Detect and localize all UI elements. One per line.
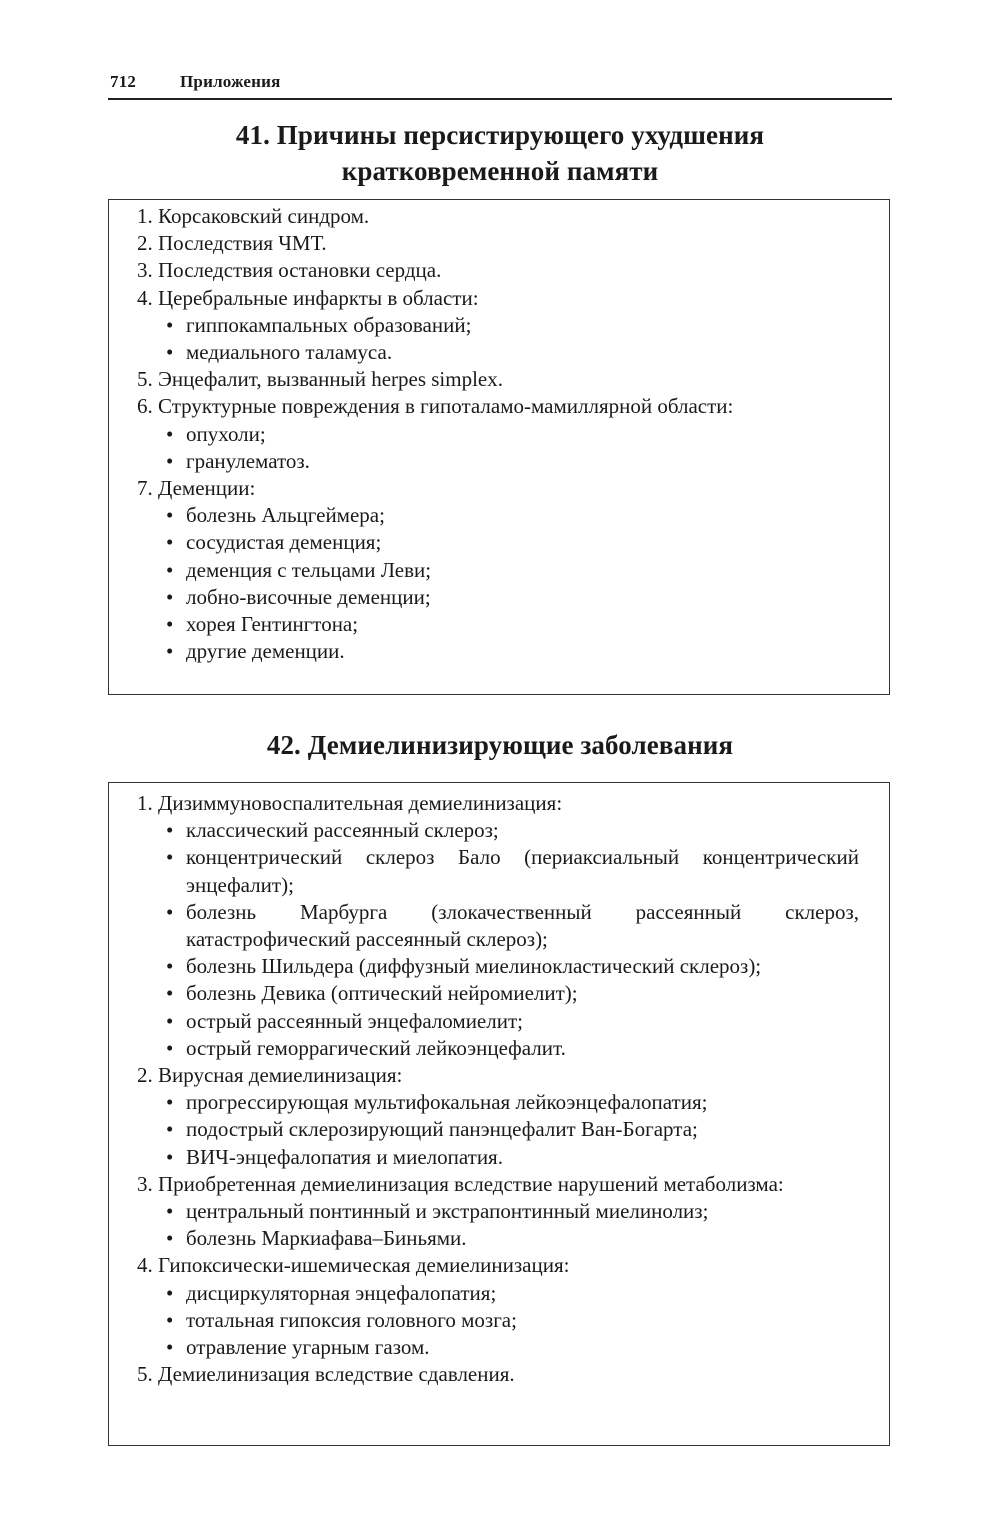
sub-list-item: • острый рассеянный энцефаломиелит; xyxy=(137,1008,859,1035)
sub-list-item: • центральный понтинный и экстрапонтинный миелинолиз; xyxy=(137,1198,859,1225)
page-number: 712 xyxy=(110,72,137,91)
sub-list-item: • медиального таламуса. xyxy=(137,339,859,366)
list-item: 7. Деменции: xyxy=(137,476,256,501)
bullet-icon: • xyxy=(166,954,174,979)
bullet-icon: • xyxy=(166,503,174,528)
sub-list-item: • дисциркуляторная энцефалопатия; xyxy=(137,1280,859,1307)
bullet-icon: • xyxy=(166,639,174,664)
section-42-title-line1: 42. Демиелинизирующие заболевания xyxy=(266,730,734,760)
sub-list-item: • болезнь Шильдера (диффузный миелинокластический склероз); xyxy=(137,953,859,980)
bullet-icon: • xyxy=(166,981,174,1006)
list-item: 5. Демиелинизация вследствие сдавления. xyxy=(137,1362,515,1387)
list-item: 5. Энцефалит, вызванный herpes simplex. xyxy=(137,367,504,392)
header-rule xyxy=(108,98,892,100)
sub-list-item: • опухоли; xyxy=(137,421,859,448)
list-item: 6. Структурные повреждения в гипоталамо-мамиллярной области: xyxy=(137,394,734,419)
bullet-icon: • xyxy=(166,1335,174,1360)
section-41-box xyxy=(108,199,890,695)
sub-list-item: • сосудистая деменция; xyxy=(137,529,859,556)
list-item: 2. Последствия ЧМТ. xyxy=(137,231,327,256)
sub-list-item: • хорея Гентингтона; xyxy=(137,611,859,638)
sub-list-item: • классический рассеянный склероз; xyxy=(137,817,859,844)
list-item: 4. Гипоксически-ишемическая демиелинизация: xyxy=(137,1253,570,1278)
section-41-title-line1: 41. Причины персистирующего ухудшения xyxy=(235,120,765,150)
sub-list-item: • концентрический склероз Бало (периаксиальный концентрический энцефалит); xyxy=(166,845,859,897)
sub-list-item: • ВИЧ-энцефалопатия и миелопатия. xyxy=(137,1144,859,1171)
sub-list-item: • прогрессирующая мультифокальная лейкоэнцефалопатия; xyxy=(137,1089,859,1116)
bullet-icon: • xyxy=(166,1090,174,1115)
page-header xyxy=(108,70,892,98)
list-item: 4. Церебральные инфаркты в области: xyxy=(137,285,479,310)
bullet-icon: • xyxy=(166,818,174,843)
sub-list-item: • гиппокампальных образований; xyxy=(137,312,859,339)
list-item: 1. Корсаковский синдром. xyxy=(137,204,370,228)
bullet-icon: • xyxy=(166,1144,174,1169)
sub-list-item: • другие деменции. xyxy=(137,638,859,665)
bullet-icon: • xyxy=(166,845,174,870)
section-42-list xyxy=(137,790,859,1388)
section-42-title xyxy=(108,727,892,763)
sub-list-item: • болезнь Марбурга (злокачественный рассеянный склероз, катастрофический рассеянный склероз); xyxy=(166,899,859,952)
bullet-icon: • xyxy=(166,584,174,609)
sub-list-item: • болезнь Девика (оптический нейромиелит); xyxy=(137,980,859,1007)
sub-list-item: • лобно-височные деменции; xyxy=(137,584,859,611)
bullet-icon: • xyxy=(166,340,174,365)
bullet-icon: • xyxy=(166,530,174,555)
bullet-icon: • xyxy=(166,557,174,582)
bullet-icon: • xyxy=(166,421,174,446)
list-item: 3. Приобретенная демиелинизация вследствие нарушений метаболизма: xyxy=(137,1171,784,1196)
sub-list-item: • деменция с тельцами Леви; xyxy=(137,557,859,584)
bullet-icon: • xyxy=(166,899,174,924)
bullet-icon: • xyxy=(166,1035,174,1060)
bullet-icon: • xyxy=(166,1199,174,1224)
bullet-icon: • xyxy=(166,1280,174,1305)
sub-list-item: • отравление угарным газом. xyxy=(137,1334,859,1361)
bullet-icon: • xyxy=(166,1307,174,1332)
bullet-icon: • xyxy=(166,312,174,337)
sub-list-item: • гранулематоз. xyxy=(137,448,859,475)
list-item: 3. Последствия остановки сердца. xyxy=(137,258,442,283)
section-41-list xyxy=(137,203,859,665)
running-title: Приложения xyxy=(180,72,281,91)
bullet-icon: • xyxy=(166,1008,174,1033)
sub-list-item: • болезнь Альцгеймера; xyxy=(137,502,859,529)
section-42-box xyxy=(108,782,890,1446)
section-41-title-line2: кратковременной памяти xyxy=(341,156,659,186)
list-item: 2. Вирусная демиелинизация: xyxy=(137,1063,403,1088)
bullet-icon: • xyxy=(166,1117,174,1142)
sub-list-item: • болезнь Маркиафава–Биньями. xyxy=(137,1225,859,1252)
sub-list-item: • острый геморрагический лейкоэнцефалит. xyxy=(137,1035,859,1062)
list-item: 1. Дизиммуновоспалительная демиелинизация: xyxy=(137,791,563,815)
section-41-title xyxy=(108,117,892,189)
bullet-icon: • xyxy=(166,448,174,473)
bullet-icon: • xyxy=(166,1226,174,1251)
bullet-icon: • xyxy=(166,612,174,637)
sub-list-item: • подострый склерозирующий панэнцефалит Ван-Богарта; xyxy=(137,1116,859,1143)
sub-list-item: • тотальная гипоксия головного мозга; xyxy=(137,1307,859,1334)
